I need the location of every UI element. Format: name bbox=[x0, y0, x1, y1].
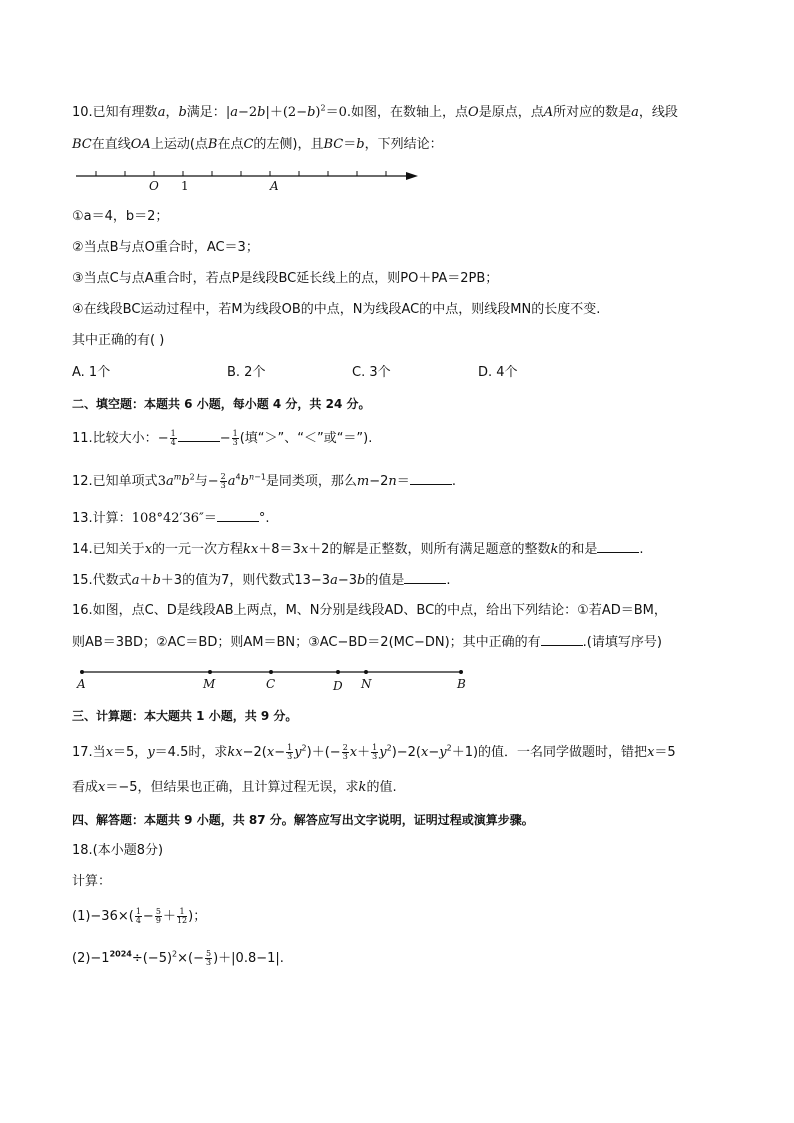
q11: 11.比较大小：− $\frac{1}{4}$ − $\frac{1}{3}$ (填“＞”、“＜”或“＝”). bbox=[72, 429, 373, 447]
q18-part1: (1)−36×( $\frac{1}{4}$ − $\frac{5}{9}$ ＋ $\frac{1}{12}$ )； bbox=[72, 907, 207, 925]
q17-text: 的值. bbox=[366, 780, 397, 795]
q13-text: °. bbox=[258, 511, 270, 526]
section-solve-heading: 四、解答题：本题共 9 小题，共 87 分。解答应写出文字说明，证明过程或演算步骤。 bbox=[72, 813, 534, 827]
q10-text: 的左侧)，且 bbox=[253, 137, 324, 152]
q10-conclusion-3 bbox=[72, 270, 498, 288]
q16-text: .(请填写序号) bbox=[582, 635, 662, 650]
q18-text: ×(− bbox=[177, 951, 204, 966]
q12-text: 与 bbox=[194, 474, 208, 489]
point-label-a: A bbox=[77, 677, 86, 691]
q14-text: . bbox=[639, 542, 644, 557]
answer-blank[interactable] bbox=[541, 633, 583, 646]
q18-part2: $(2)-1^{2024}\div(-5)^2\times(-$ $\frac{5}{3}$ )＋|0.8−1|. bbox=[72, 949, 284, 967]
axis-label-o: O bbox=[149, 179, 159, 193]
q16-text: 则AB＝3BD；②AC＝BD；则AM＝BN；③AC−BD＝2(MC−DN)；其中正确的有 bbox=[72, 635, 541, 650]
q10-option-b: B. 2个 bbox=[227, 365, 266, 380]
q10-text: 满足： bbox=[186, 105, 226, 120]
q15-text: 的值为7，则代数式 bbox=[182, 573, 295, 588]
q10-text: 是原点，点 bbox=[478, 105, 544, 120]
q14-text: 的解是正整数，则所有满足题意的整数 bbox=[329, 542, 551, 557]
q14-text: 的一元一次方程 bbox=[152, 542, 244, 557]
q10-option-c: C. 3个 bbox=[352, 365, 391, 380]
q18-text: )＋|0.8−1|. bbox=[213, 951, 284, 966]
q17-text: 的值．一名同学做题时，错把 bbox=[478, 745, 648, 760]
q11-text: 11.比较大小： bbox=[72, 431, 158, 446]
q10-text: 如图，在数轴上，点 bbox=[351, 105, 469, 120]
answer-blank[interactable] bbox=[410, 472, 452, 485]
q15-text: 的值是 bbox=[365, 573, 405, 588]
q10-option-a: A. 1个 bbox=[72, 365, 111, 380]
q10-text: ③当点C与点A重合时，若点P是线段BC延长线上的点，则 bbox=[72, 271, 401, 286]
q10-text: PO＋PA＝2PB； bbox=[400, 271, 499, 286]
q15-text: 15.代数式 bbox=[72, 573, 132, 588]
section-calc-heading: 三、计算题：本大题共 1 小题，共 9 分。 bbox=[72, 709, 298, 723]
q10-text: 在直线 bbox=[91, 137, 131, 152]
q10-text: AC＝3； bbox=[206, 240, 259, 255]
q16-segment-figure bbox=[76, 670, 466, 693]
point-label-m: M bbox=[203, 677, 216, 691]
q13-text: 13.计算： bbox=[72, 511, 132, 526]
q17-text: ，但结果也正确，且计算过程无误，求 bbox=[137, 780, 359, 795]
q12: 12.已知单项式$3a^mb^2$与− $\frac{2}{3}$ $a^4b^{n-1}$是同类项，那么m−2n＝ . bbox=[72, 472, 456, 490]
q15: 15.代数式a＋b＋3的值为7，则代数式13−3a−3b的值是 . bbox=[72, 573, 451, 588]
q10-conclusion-4: ④在线段BC运动过程中，若M为线段OB的中点，N为线段AC的中点，则线段MN的长度不变. bbox=[72, 302, 601, 317]
q18-text: )； bbox=[188, 909, 207, 924]
q12-text: 12.已知单项式 bbox=[72, 474, 158, 489]
q13 bbox=[72, 509, 270, 528]
q18-title: 18.(本小题8分) bbox=[72, 843, 164, 858]
q18-exponent: 2024 bbox=[109, 949, 132, 959]
point-label-n: N bbox=[361, 677, 372, 691]
point-label-d: D bbox=[333, 679, 343, 693]
q15-text: . bbox=[446, 573, 451, 588]
answer-blank[interactable] bbox=[597, 540, 639, 553]
q18-text: (1)−36×( bbox=[72, 909, 134, 924]
q12-text: 是同类项，那么 bbox=[265, 474, 357, 489]
q10-question: 其中正确的有( ) bbox=[72, 333, 165, 348]
q17-text: 时，求 bbox=[188, 745, 228, 760]
q10-number-line bbox=[76, 171, 418, 193]
axis-label-a: A bbox=[270, 179, 279, 193]
q10-text: 所对应的数是 bbox=[553, 105, 632, 120]
q14-text: 14.已知关于 bbox=[72, 542, 145, 557]
q17-text: 17.当 bbox=[72, 745, 106, 760]
q10-line1: 10.已知有理数a，b满足：$|a-2b|+(2-b)^2=0$.如图，在数轴上，点O是原点，点A所对应的数是a，线段 bbox=[72, 103, 678, 120]
q13-expression: 108°42′36″＝ bbox=[131, 511, 217, 526]
q18-calc-label: 计算： bbox=[72, 874, 112, 889]
q10-text: ②当点B与点O重合时， bbox=[72, 240, 207, 255]
q10-conclusion-1: ①a＝4，b＝2； bbox=[72, 209, 169, 224]
q17-line1: 17.当x＝5，y＝4.5时，求kx−2(x− $\frac{1}{3}$ $y^2)+(-$ $\frac{2}{3}$ x＋ $\frac{1}{3}$ $y^2)-2(x-y^2+1)$的值．一名同学做题时，错把x＝5 bbox=[72, 743, 676, 761]
q16-line2 bbox=[72, 633, 662, 652]
q16-line1: 16.如图，点C、D是线段AB上两点，M、N分别是线段AD、BC的中点，给出下列结论：①若AD＝BM， bbox=[72, 603, 667, 618]
q17-line2: 看成x＝−5，但结果也正确，且计算过程无误，求k的值. bbox=[72, 780, 397, 795]
q17-text: 看成 bbox=[72, 780, 99, 795]
q18-text: ÷(−5) bbox=[131, 951, 173, 966]
q10-conclusion-2 bbox=[72, 239, 259, 257]
q10-text: 10.已知有理数 bbox=[72, 105, 158, 120]
point-label-c: C bbox=[266, 677, 276, 691]
q10-option-d: D. 4个 bbox=[478, 365, 518, 380]
q10-text: 上运动(点 bbox=[150, 137, 208, 152]
q10-text: ，下列结论： bbox=[364, 137, 443, 152]
q14-text: 的和是 bbox=[558, 542, 598, 557]
q14: 14.已知关于x的一元一次方程kx＋8＝3x＋2的解是正整数，则所有满足题意的整数k的和是 . bbox=[72, 542, 644, 557]
section-fill-in-heading: 二、填空题：本题共 6 小题，每小题 4 分，共 24 分。 bbox=[72, 397, 371, 411]
answer-blank[interactable] bbox=[217, 509, 259, 522]
q10-text: 在点 bbox=[217, 137, 244, 152]
q11-text: (填“＞”、“＜”或“＝”). bbox=[239, 431, 373, 446]
answer-blank[interactable] bbox=[404, 571, 446, 584]
q12-text: . bbox=[451, 474, 456, 489]
axis-label-one: 1 bbox=[181, 179, 189, 193]
answer-blank[interactable] bbox=[178, 429, 220, 442]
point-label-b: B bbox=[457, 677, 466, 691]
q10-text: ，线段 bbox=[638, 105, 678, 120]
q10-line2: BC在直线OA上运动(点B在点C的左侧)，且BC＝b，下列结论： bbox=[72, 137, 443, 152]
q18-text: (2)−1 bbox=[72, 951, 110, 966]
